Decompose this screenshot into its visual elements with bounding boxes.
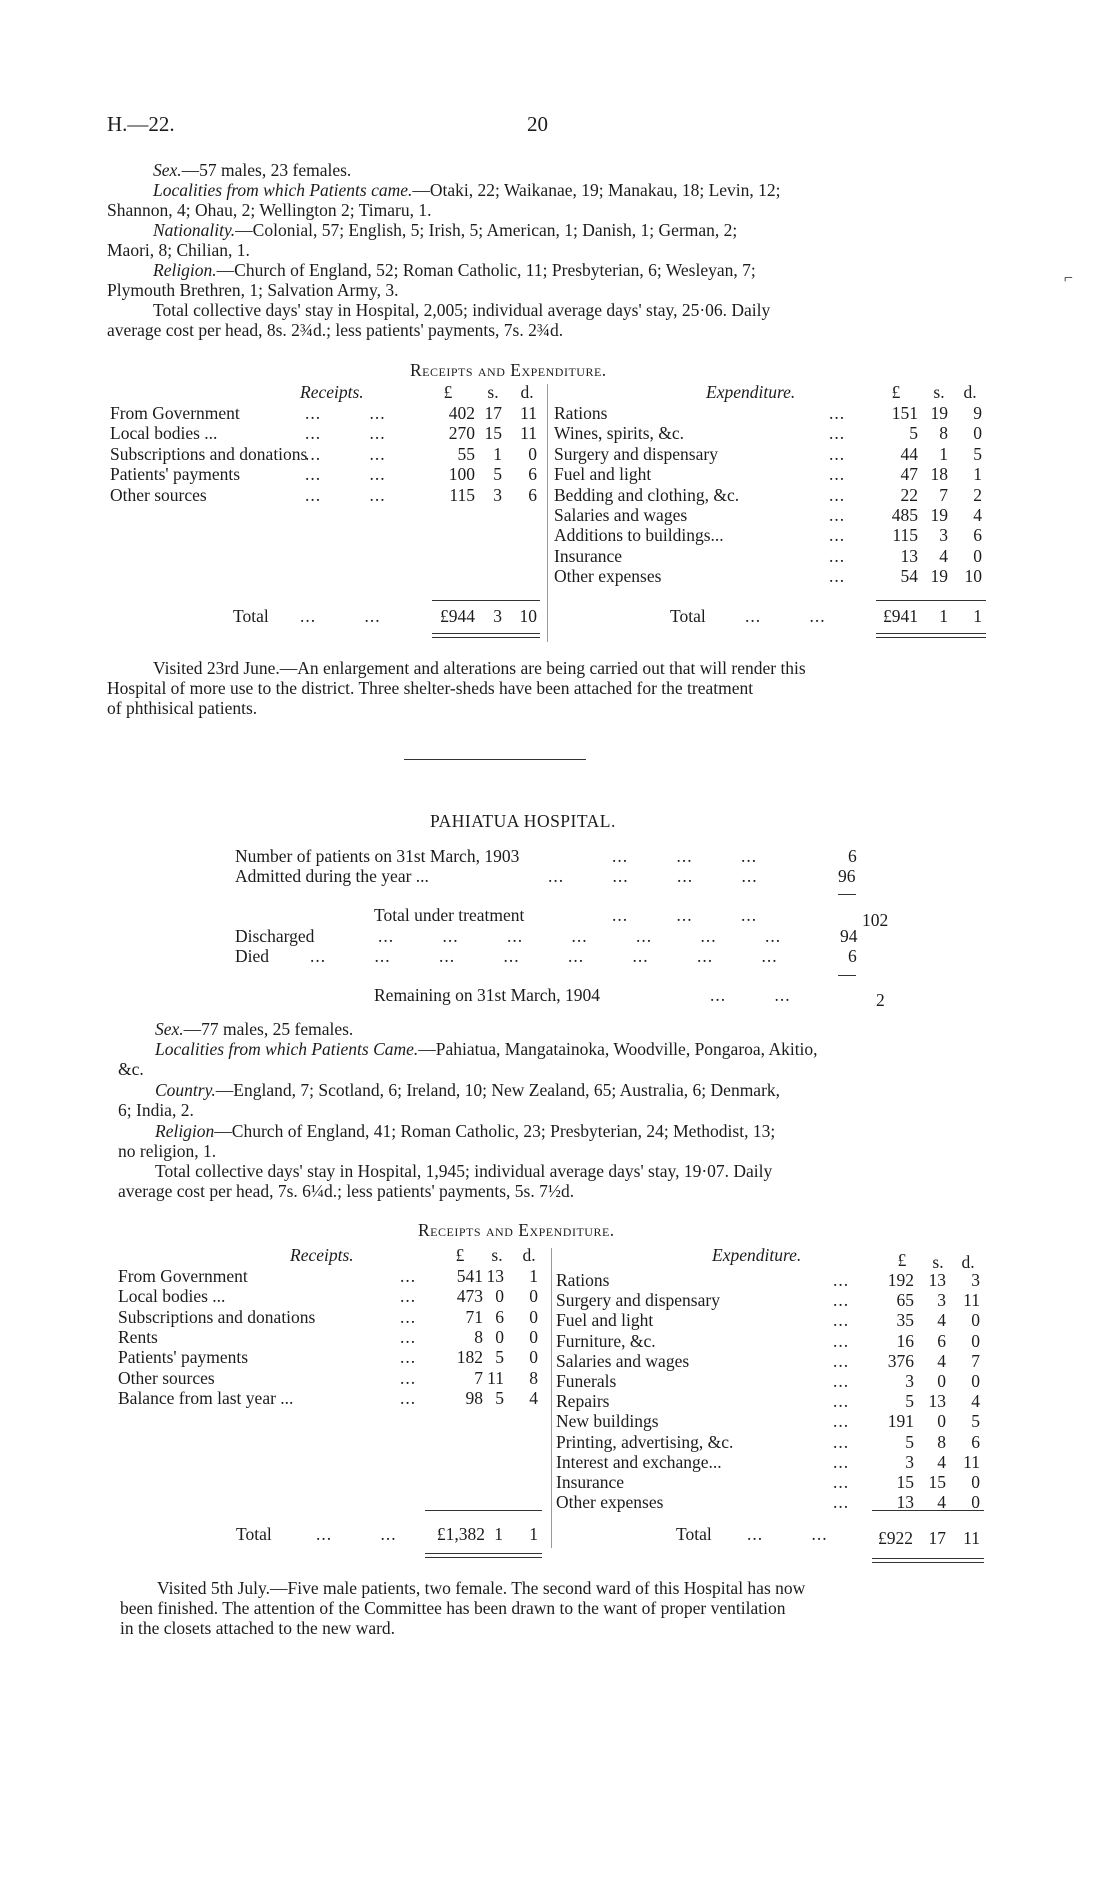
ledger-row-label: Patients' payments: [118, 1347, 249, 1368]
religion-line-1: [155, 1121, 775, 1142]
leader-dots: ...: [833, 1310, 850, 1331]
expenditure-total-pence: 11: [963, 1528, 980, 1548]
ledger-row-pounds: 5: [909, 423, 918, 444]
sex-label: Sex.: [153, 160, 182, 180]
ledger-row-label: Printing, advertising, &c.: [556, 1431, 734, 1452]
pence-heading: d.: [963, 382, 977, 402]
visited-line-3: in the closets attached to the new ward.: [120, 1618, 396, 1638]
localities-label: Localities from which Patients came.: [153, 180, 413, 200]
leader-dots: ...: [400, 1326, 417, 1347]
ledger-row-pounds: 13: [900, 545, 918, 566]
ledger-row-shillings: 0: [495, 1286, 504, 1307]
religion-label: Religion: [155, 1121, 215, 1141]
visited-line-2: been finished. The attention of the Committee has been drawn to the want of proper ventilation: [120, 1598, 786, 1618]
ledger-row-shillings: 6: [495, 1306, 504, 1327]
stay-line-1: Total collective days' stay in Hospital, 2,005; individual average days' stay, 25·06. Daily: [153, 300, 771, 320]
ledger-row-pence: 8: [529, 1367, 538, 1388]
nationality-line-1: [153, 220, 737, 241]
receipts-total-label: Total: [236, 1524, 272, 1544]
leader-dots: ...: [400, 1387, 417, 1408]
leader-dots: ...: [400, 1286, 417, 1307]
leader-dots: ...: [829, 545, 846, 566]
stay-line-1: Total collective days' stay in Hospital, 1,945; individual average days' stay, 19·07. Daily: [155, 1161, 773, 1181]
total-under-treatment-label: Total under treatment: [374, 905, 525, 925]
ledger-row-shillings: 13: [928, 1391, 946, 1412]
ledger-row-label: Salaries and wages: [554, 505, 688, 525]
ledger-row-pence: 0: [529, 1286, 538, 1307]
ledger-row-pence: 0: [971, 1310, 980, 1331]
leader-dots: ...: [829, 566, 846, 587]
leader-dots: ... ...: [305, 484, 386, 505]
ledger-row-pence: 5: [971, 1411, 980, 1432]
localities-line-2: &c.: [118, 1059, 144, 1079]
ledger-row-label: Interest and exchange...: [556, 1451, 722, 1472]
ledger-row-label: Other sources: [118, 1367, 215, 1388]
died-label: Died: [235, 946, 270, 966]
ledger-row-shillings: 5: [493, 464, 502, 485]
ledger-row-label: Surgery and dispensary: [554, 443, 718, 464]
ledger-row-label: Fuel and light: [556, 1310, 654, 1331]
ledger-row-shillings: 19: [930, 403, 948, 423]
ledger-row-pounds: 5: [905, 1431, 914, 1452]
ledger-row-pounds: 402: [448, 403, 475, 423]
ledger-row-label: From Government: [118, 1266, 248, 1286]
ledger-row-label: Rations: [556, 1270, 610, 1290]
ledger-row-pence: 6: [971, 1431, 980, 1452]
ledger-row-pounds: 54: [900, 566, 918, 587]
leader-dots: ...: [400, 1266, 417, 1286]
leader-dots: ... ...: [747, 1524, 828, 1544]
ledger-row-shillings: 4: [937, 1492, 946, 1513]
ledger-row-pounds: 100: [448, 464, 475, 485]
ledger-row-pounds: 270: [448, 423, 475, 444]
pounds-heading: £: [455, 1245, 465, 1265]
leader-dots: ...: [833, 1290, 850, 1311]
leader-dots: ... ... ... ...: [548, 866, 758, 886]
ledger-row-pounds: 65: [896, 1290, 914, 1311]
remaining-label: Remaining on 31st March, 1904: [374, 985, 601, 1005]
leader-dots: ...: [833, 1411, 850, 1432]
ledger-row-pounds: 115: [449, 484, 475, 505]
ledger-row-label: Rations: [554, 403, 608, 423]
died-value: 6: [848, 946, 857, 966]
religion-line-2: no religion, 1.: [118, 1141, 217, 1161]
ledger-row-pounds: 47: [900, 464, 918, 485]
nationality-label: Nationality.: [153, 220, 236, 240]
ledger-row-shillings: 18: [930, 464, 948, 485]
ledger-row-shillings: 6: [937, 1330, 946, 1351]
table-title: Receipts and Expenditure.: [418, 1220, 615, 1240]
expenditure-total-double-rule: [876, 633, 986, 638]
ledger-row-pence: 1: [973, 464, 982, 485]
stay-line-2: average cost per head, 7s. 6¼d.; less patients' payments, 5s. 7½d.: [118, 1181, 575, 1201]
ledger-row-label: Patients' payments: [110, 464, 241, 485]
visited-line-2: Hospital of more use to the district. Three shelter-sheds have been attached for the treatment: [107, 678, 754, 698]
ledger-row-shillings: 3: [493, 484, 502, 505]
ledger-row-pence: 11: [520, 403, 537, 423]
stay-line-2: average cost per head, 8s. 2¾d.; less patients' payments, 7s. 2¾d.: [107, 320, 564, 340]
ledger-row-shillings: 13: [928, 1270, 946, 1290]
sex-text: —77 males, 25 females.: [183, 1019, 354, 1039]
shillings-heading: s.: [932, 1252, 944, 1272]
visited-line-3: of phthisical patients.: [107, 698, 258, 718]
ledger-row-pounds: 3: [905, 1451, 914, 1472]
ledger-row-pounds: 16: [896, 1330, 914, 1351]
ledger-row-shillings: 5: [495, 1347, 504, 1368]
ledger-row-pounds: 192: [887, 1270, 914, 1290]
leader-dots: ...: [833, 1330, 850, 1351]
ledger-row-pounds: 191: [887, 1411, 914, 1432]
religion-line-1: [153, 260, 756, 281]
ledger-row-shillings: 4: [937, 1350, 946, 1371]
leader-dots: ... ... ...: [612, 846, 758, 866]
localities-text: —Pahiatua, Mangatainoka, Woodville, Pongaroa, Akitio,: [418, 1039, 818, 1059]
ledger-row-pounds: 8: [474, 1326, 483, 1347]
leader-dots: ... ...: [305, 464, 386, 485]
ledger-row-pence: 0: [529, 1306, 538, 1327]
religion-text: —Church of England, 52; Roman Catholic, 11; Presbyterian, 6; Wesleyan, 7;: [216, 260, 756, 280]
ledger-row-pence: 0: [529, 1347, 538, 1368]
patients-start-label: Number of patients on 31st March, 1903: [235, 846, 520, 866]
ledger-row-shillings: 8: [939, 423, 948, 444]
ledger-row-label: From Government: [110, 403, 240, 423]
leader-dots: ...: [400, 1367, 417, 1388]
pounds-heading: £: [891, 382, 901, 402]
ledger-row-pounds: 55: [457, 443, 475, 464]
sum-rule: [838, 894, 856, 895]
document-reference: H.—22.: [107, 112, 175, 136]
table-title: Receipts and Expenditure.: [410, 360, 607, 380]
ledger-row-shillings: 13: [486, 1266, 504, 1286]
ledger-row-pounds: 15: [896, 1472, 914, 1492]
receipts-total-pence: 1: [529, 1524, 538, 1544]
ledger-row-pence: 2: [973, 484, 982, 505]
ledger-row-pence: 0: [971, 1330, 980, 1351]
receipts-total-pounds: £1,382: [436, 1524, 485, 1544]
ledger-row-label: New buildings: [556, 1411, 659, 1432]
leader-dots: ...: [400, 1347, 417, 1368]
localities-text: —Otaki, 22; Waikanae, 19; Manakau, 18; Levin, 12;: [412, 180, 781, 200]
country-line-2: 6; India, 2.: [118, 1100, 194, 1120]
ledger-row-shillings: 19: [930, 566, 948, 587]
expenditure-total-label: Total: [670, 606, 706, 626]
receipts-sum-rule: [425, 1510, 542, 1511]
ledger-row-shillings: 3: [937, 1290, 946, 1311]
ledger-row-pence: 11: [520, 423, 537, 444]
ledger-row-pounds: 115: [892, 525, 918, 546]
total-under-treatment-value: 102: [862, 910, 889, 930]
ledger-row-pence: 4: [973, 505, 982, 525]
ledger-row-pence: 4: [971, 1391, 980, 1412]
leader-dots: ...: [833, 1431, 850, 1452]
religion-line-2: Plymouth Brethren, 1; Salvation Army, 3.: [107, 280, 399, 300]
column-divider: [547, 384, 548, 642]
leader-dots: ...: [833, 1472, 850, 1492]
leader-dots: ... ...: [305, 423, 386, 444]
localities-line-1: [153, 180, 781, 201]
receipts-total-shillings: 1: [494, 1524, 503, 1544]
ledger-row-label: Furniture, &c.: [556, 1330, 656, 1351]
ledger-row-pence: 4: [529, 1387, 538, 1408]
admitted-label: Admitted during the year ...: [235, 866, 429, 886]
sex-text: —57 males, 23 females.: [181, 160, 352, 180]
ledger-row-pence: 6: [528, 464, 537, 485]
remaining-value: 2: [876, 990, 885, 1010]
page-number: 20: [527, 112, 548, 136]
ledger-row-shillings: 4: [937, 1451, 946, 1472]
ledger-row-pence: 6: [973, 525, 982, 546]
ledger-row-pounds: 7: [474, 1367, 483, 1388]
ledger-row-pounds: 376: [887, 1350, 914, 1371]
pence-heading: d.: [961, 1252, 975, 1272]
ledger-row-shillings: 15: [928, 1472, 946, 1492]
ledger-row-label: Other expenses: [556, 1492, 664, 1513]
leader-dots: ... ... ...: [612, 905, 758, 925]
ledger-row-pence: 0: [971, 1472, 980, 1492]
ledger-row-shillings: 15: [484, 423, 502, 444]
ledger-row-shillings: 4: [939, 545, 948, 566]
ledger-row-shillings: 0: [937, 1371, 946, 1391]
ledger-row-pounds: 485: [891, 505, 918, 525]
leader-dots: ...: [829, 443, 846, 464]
ledger-row-pence: 10: [964, 566, 982, 587]
hospital-title: PAHIATUA HOSPITAL.: [430, 811, 616, 831]
nationality-text: —Colonial, 57; English, 5; Irish, 5; American, 1; Danish, 1; German, 2;: [235, 220, 738, 240]
ledger-row-shillings: 7: [939, 484, 948, 505]
leader-dots: ...: [829, 464, 846, 485]
ledger-row-pounds: 473: [456, 1286, 483, 1307]
ledger-row-label: Surgery and dispensary: [556, 1290, 720, 1311]
expenditure-total-shillings: 1: [939, 606, 948, 626]
ledger-row-pounds: 71: [465, 1306, 483, 1327]
shillings-heading: s.: [933, 382, 945, 402]
ledger-row-label: Local bodies ...: [110, 423, 218, 444]
pounds-heading: £: [443, 382, 453, 402]
leader-dots: ...: [829, 525, 846, 546]
expenditure-heading: Expenditure.: [706, 382, 796, 402]
leader-dots: ... ...: [710, 985, 791, 1005]
expenditure-total-pounds: £941: [883, 606, 918, 626]
country-label: Country.: [155, 1080, 216, 1100]
expenditure-total-pence: 1: [973, 606, 982, 626]
visited-line-1: Visited 23rd June.—An enlargement and alterations are being carried out that will render this: [153, 658, 806, 678]
expenditure-total-shillings: 17: [928, 1528, 946, 1548]
receipts-heading: Receipts.: [290, 1245, 354, 1265]
expenditure-sum-rule: [872, 1510, 984, 1511]
ledger-row-pence: 9: [973, 403, 982, 423]
ledger-row-shillings: 3: [939, 525, 948, 546]
leader-dots: ...: [829, 423, 846, 444]
leader-dots: ...: [833, 1391, 850, 1412]
expenditure-total-double-rule: [872, 1558, 984, 1563]
ledger-row-label: Additions to buildings...: [554, 525, 724, 546]
leader-dots: ... ... ... ... ... ... ...: [378, 926, 782, 946]
leader-dots: ...: [833, 1492, 850, 1513]
ledger-row-shillings: 8: [937, 1431, 946, 1452]
pounds-heading: £: [897, 1250, 907, 1270]
ledger-row-shillings: 11: [487, 1367, 504, 1388]
ledger-row-pounds: 44: [900, 443, 918, 464]
ledger-row-label: Rents: [118, 1326, 158, 1347]
ledger-row-label: Subscriptions and donations: [118, 1306, 316, 1327]
pence-heading: d.: [522, 1245, 536, 1265]
receipts-total-pounds: £944: [440, 606, 475, 626]
localities-line-2: Shannon, 4; Ohau, 2; Wellington 2; Timaru, 1.: [107, 200, 432, 220]
ledger-row-pence: 6: [528, 484, 537, 505]
ledger-row-label: Salaries and wages: [556, 1350, 690, 1371]
sum-rule: [838, 975, 856, 976]
leader-dots: ...: [833, 1451, 850, 1472]
admitted-value: 96: [838, 866, 856, 886]
country-text: —England, 7; Scotland, 6; Ireland, 10; New Zealand, 65; Australia, 6; Denmark,: [215, 1080, 781, 1100]
religion-label: Religion.: [153, 260, 217, 280]
ledger-row-pounds: 541: [456, 1266, 483, 1286]
receipts-heading: Receipts.: [300, 382, 364, 402]
pence-heading: d.: [520, 382, 534, 402]
discharged-value: 94: [840, 926, 858, 946]
ledger-row-label: Funerals: [556, 1371, 617, 1391]
sex-label: Sex.: [155, 1019, 184, 1039]
ledger-row-pounds: 22: [900, 484, 918, 505]
ledger-row-pounds: 151: [891, 403, 918, 423]
patients-start-value: 6: [848, 846, 857, 866]
leader-dots: ...: [829, 484, 846, 505]
ledger-row-pence: 0: [971, 1492, 980, 1513]
ledger-row-pence: 11: [963, 1290, 980, 1311]
discharged-label: Discharged: [235, 926, 315, 946]
ledger-row-pounds: 35: [896, 1310, 914, 1331]
ledger-row-pence: 0: [971, 1371, 980, 1391]
ledger-row-pence: 0: [528, 443, 537, 464]
section-divider: [404, 759, 586, 760]
ledger-row-shillings: 19: [930, 505, 948, 525]
expenditure-sum-rule: [876, 600, 986, 601]
expenditure-heading: Expenditure.: [712, 1245, 802, 1265]
ledger-row-pence: 5: [973, 443, 982, 464]
religion-text: —Church of England, 41; Roman Catholic, 23; Presbyterian, 24; Methodist, 13;: [214, 1121, 776, 1141]
receipts-total-double-rule: [432, 633, 540, 638]
ledger-row-pounds: 3: [905, 1371, 914, 1391]
receipts-total-double-rule: [425, 1553, 542, 1558]
receipts-total-label: Total: [233, 606, 269, 626]
ledger-row-shillings: 4: [937, 1310, 946, 1331]
ledger-row-pence: 0: [973, 545, 982, 566]
ledger-row-shillings: 1: [493, 443, 502, 464]
ledger-row-label: Balance from last year ...: [118, 1387, 294, 1408]
ledger-row-label: Repairs: [556, 1391, 610, 1412]
leader-dots: ...: [400, 1306, 417, 1327]
ledger-row-label: Insurance: [556, 1472, 625, 1492]
ledger-row-pounds: 5: [905, 1391, 914, 1412]
leader-dots: ... ...: [305, 443, 386, 464]
receipts-total-pence: 10: [519, 606, 537, 626]
ledger-row-label: Insurance: [554, 545, 623, 566]
leader-dots: ... ...: [316, 1524, 397, 1544]
ledger-row-label: Fuel and light: [554, 464, 652, 485]
visited-line-1: Visited 5th July.—Five male patients, two female. The second ward of this Hospital has now: [157, 1578, 806, 1598]
leader-dots: ... ...: [300, 606, 381, 626]
receipts-total-shillings: 3: [493, 606, 502, 626]
receipts-sum-rule: [432, 600, 540, 601]
ledger-row-pounds: 98: [465, 1387, 483, 1408]
localities-label: Localities from which Patients Came.: [155, 1039, 419, 1059]
margin-mark: ⌐: [1064, 270, 1074, 287]
ledger-row-label: Wines, spirits, &c.: [554, 423, 685, 444]
leader-dots: ...: [833, 1270, 850, 1290]
leader-dots: ... ... ... ... ... ... ... ...: [310, 946, 778, 966]
expenditure-total-label: Total: [676, 1524, 712, 1544]
ledger-row-shillings: 0: [495, 1326, 504, 1347]
ledger-row-label: Subscriptions and donations: [110, 443, 308, 464]
country-line-1: [155, 1080, 780, 1101]
nationality-line-2: Maori, 8; Chilian, 1.: [107, 240, 250, 260]
column-divider: [551, 1248, 552, 1548]
leader-dots: ... ...: [745, 606, 826, 626]
ledger-row-pounds: 182: [456, 1347, 483, 1368]
ledger-row-pence: 1: [529, 1266, 538, 1286]
ledger-row-label: Local bodies ...: [118, 1286, 226, 1307]
shillings-heading: s.: [491, 1245, 503, 1265]
ledger-row-shillings: 17: [484, 403, 502, 423]
ledger-row-pence: 0: [529, 1326, 538, 1347]
expenditure-total-pounds: £922: [878, 1528, 913, 1548]
ledger-row-label: Bedding and clothing, &c.: [554, 484, 740, 505]
ledger-row-pence: 7: [971, 1350, 980, 1371]
ledger-row-pence: 3: [971, 1270, 980, 1290]
ledger-row-pounds: 13: [896, 1492, 914, 1513]
ledger-row-pence: 11: [963, 1451, 980, 1472]
sex-paragraph: [153, 160, 351, 181]
ledger-row-shillings: 1: [939, 443, 948, 464]
shillings-heading: s.: [487, 382, 499, 402]
leader-dots: ...: [833, 1350, 850, 1371]
ledger-row-label: Other sources: [110, 484, 207, 505]
leader-dots: ...: [829, 505, 846, 525]
ledger-row-shillings: 0: [937, 1411, 946, 1432]
ledger-row-shillings: 5: [495, 1387, 504, 1408]
localities-line-1: [155, 1039, 818, 1060]
leader-dots: ... ...: [305, 403, 386, 423]
ledger-row-pence: 0: [973, 423, 982, 444]
sex-paragraph: [155, 1019, 353, 1040]
leader-dots: ...: [833, 1371, 850, 1391]
ledger-row-label: Other expenses: [554, 566, 662, 587]
leader-dots: ...: [829, 403, 846, 423]
